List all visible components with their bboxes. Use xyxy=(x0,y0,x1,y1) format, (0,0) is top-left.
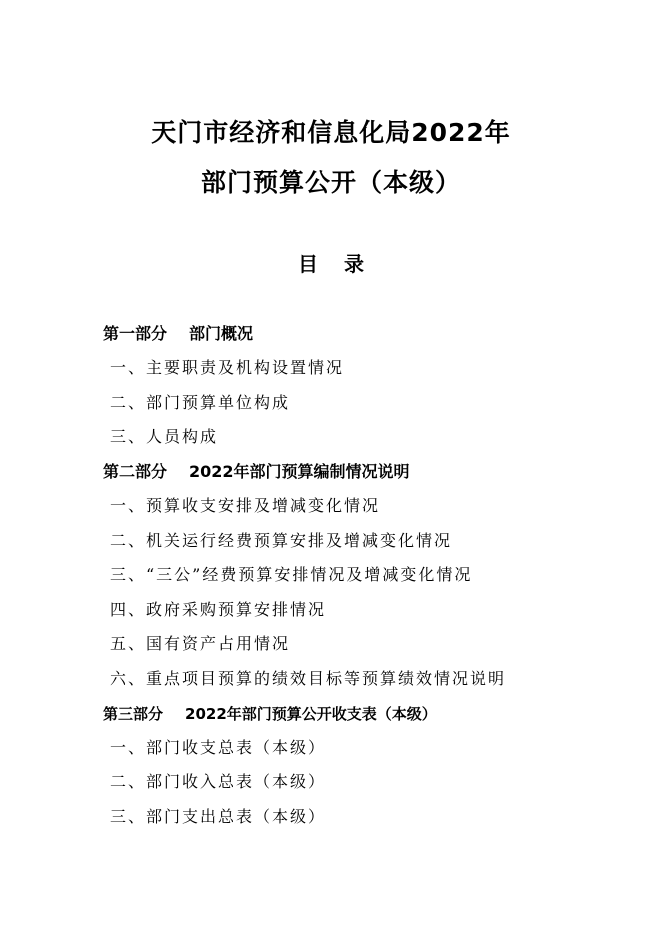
toc-part-1 xyxy=(103,322,253,346)
toc-item: 三、“三公”经费预算安排情况及增减变化情况 xyxy=(110,565,473,584)
toc-item: 四、政府采购预算安排情况 xyxy=(110,600,327,619)
toc-part-2-label: 第二部分 xyxy=(103,462,168,481)
toc-item: 二、机关运行经费预算安排及增减变化情况 xyxy=(110,531,453,550)
toc-item: 一、预算收支安排及增减变化情况 xyxy=(110,496,381,515)
toc-item: 三、人员构成 xyxy=(110,427,219,446)
toc-heading-char-1: 目 xyxy=(298,252,318,276)
toc-part-1-title: 部门概况 xyxy=(189,324,254,343)
document-title-line-1: 天门市经济和信息化局2022年 xyxy=(151,118,511,147)
toc-item: 一、主要职责及机构设置情况 xyxy=(110,358,345,377)
toc-part-2-title: 2022年部门预算编制情况说明 xyxy=(189,462,410,481)
toc-part-2 xyxy=(103,460,410,484)
toc-item: 六、重点项目预算的绩效目标等预算绩效情况说明 xyxy=(110,669,507,688)
toc-item: 一、部门收支总表（本级） xyxy=(110,738,327,757)
toc-part-3-label: 第三部分 xyxy=(103,705,164,723)
toc-item: 三、部门支出总表（本级） xyxy=(110,807,327,826)
toc-part-3 xyxy=(103,702,437,726)
toc-item: 二、部门预算单位构成 xyxy=(110,393,291,412)
toc-item: 五、国有资产占用情况 xyxy=(110,634,291,653)
toc-item: 二、部门收入总表（本级） xyxy=(110,772,327,791)
document-title-line-2: 部门预算公开（本级） xyxy=(200,168,461,197)
toc-heading-char-2: 录 xyxy=(344,252,364,276)
toc-part-1-label: 第一部分 xyxy=(103,324,168,343)
toc-part-3-title: 2022年部门预算公开收支表（本级） xyxy=(185,705,437,723)
